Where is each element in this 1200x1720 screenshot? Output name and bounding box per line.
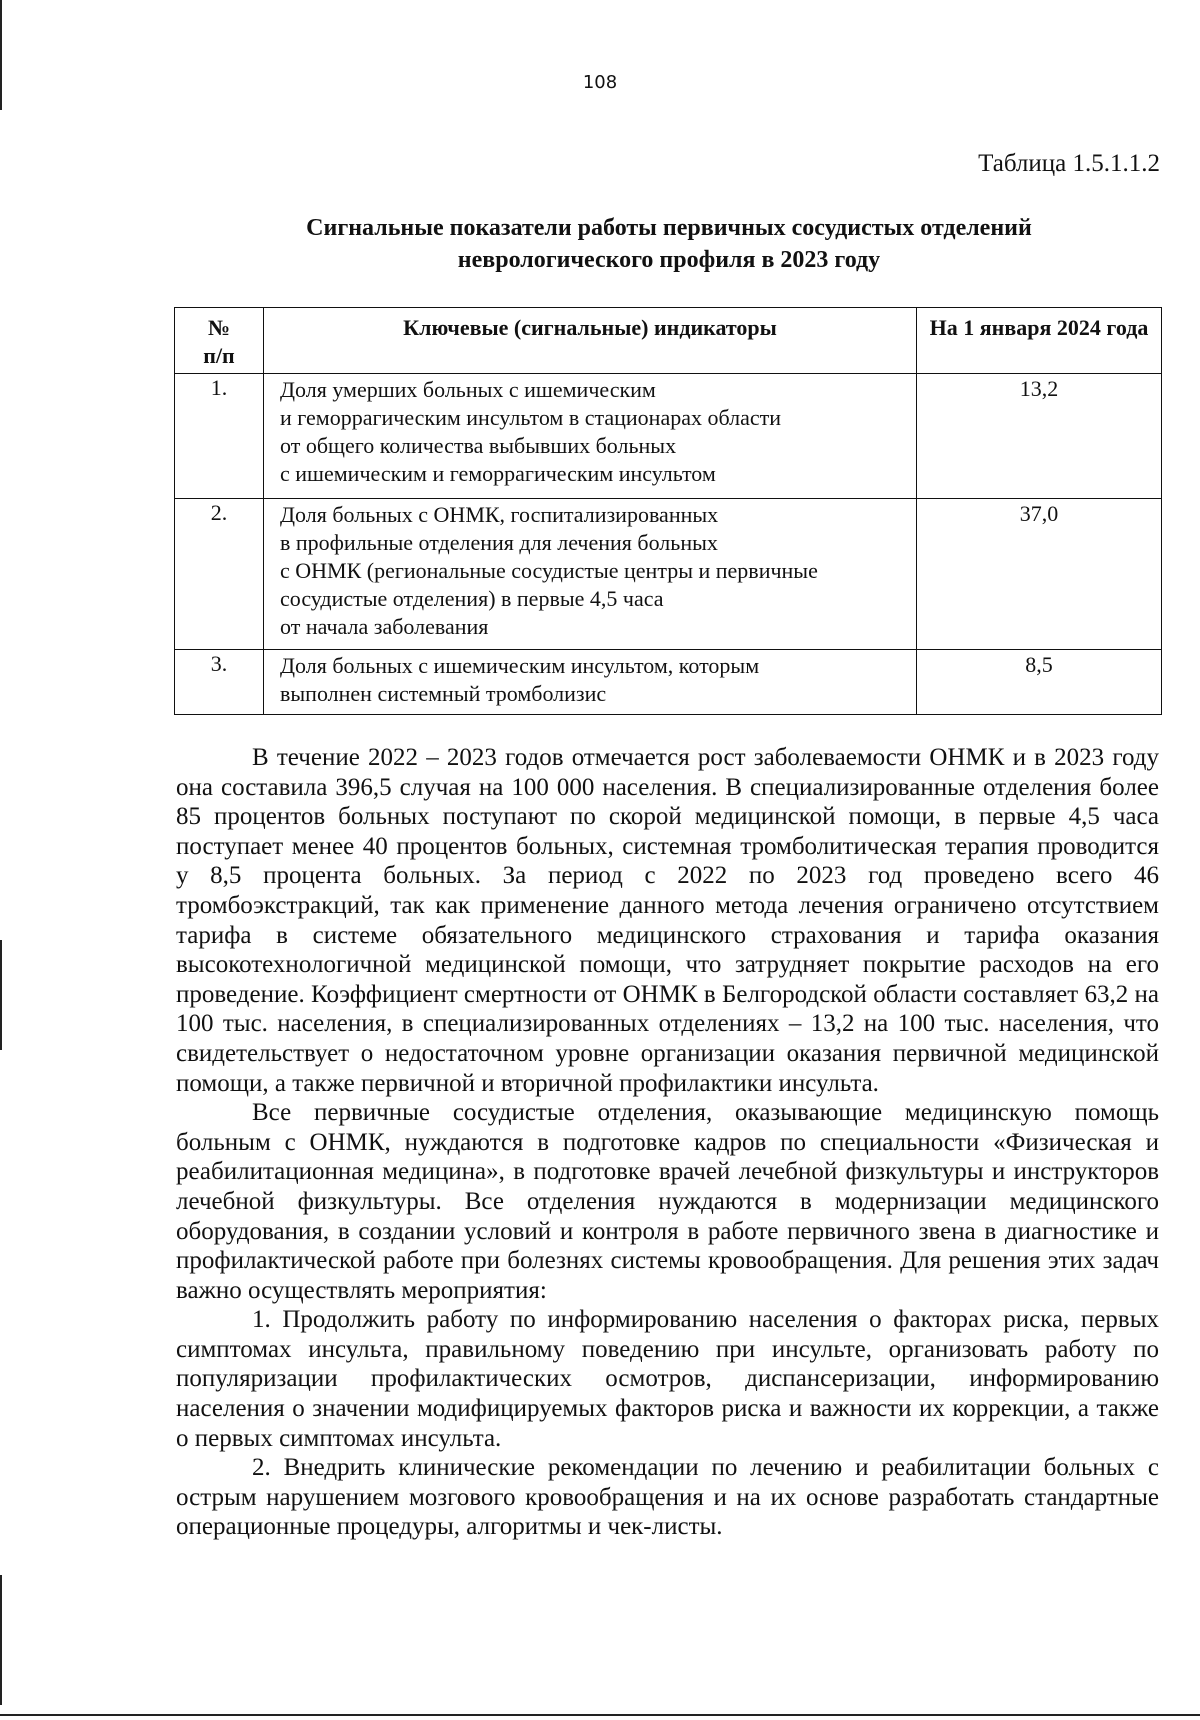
indicator-line: и геморрагическим инсультом в стационарах области [280, 405, 782, 430]
scan-edge-mid-left [0, 940, 2, 1050]
row-indicator [264, 499, 917, 650]
indicator-line: сосудистые отделения) в первые 4,5 часа [280, 586, 664, 611]
scan-edge-low-left [0, 1575, 2, 1705]
indicator-line: с ОНМК (региональные сосудистые центры и первичные [280, 558, 818, 583]
document-title [176, 212, 1162, 276]
indicator-line: Доля больных с ишемическим инсультом, которым [280, 653, 760, 678]
header-indicator: Ключевые (сигнальные) индикаторы [264, 308, 917, 374]
indicators-table [174, 307, 1162, 715]
indicator-line: Доля умерших больных с ишемическим [280, 377, 656, 402]
table-row [175, 499, 1162, 650]
row-value: 13,2 [917, 374, 1162, 499]
table-row [175, 650, 1162, 715]
table-header-row [175, 308, 1162, 374]
indicator-line: с ишемическим и геморрагическим инсультом [280, 461, 716, 486]
header-value: На 1 января 2024 года [917, 308, 1162, 374]
list-item: 1. Продолжить работу по информированию населения о факторах риска, первых симптомах инсульта, правильному поведению при инсульте, организовать работу по популяризации профилактических осмотров, диспансеризации, информированию населения о значении модифицируемых факторов риска и важности их коррекции, а также о первых симптомах инсульта. [176, 1306, 1159, 1452]
title-line: Сигнальные показатели работы первичных сосудистых отделений [306, 215, 1032, 241]
paragraph: Все первичные сосудистые отделения, оказывающие медицинскую помощь больным с ОНМК, нуждаются в подготовке кадров по специальности «Физическая и реабилитационная медицина», в подготовке врачей лечебной физкультуры и инструкторов лечебной физкультуры. Все отделения нуждаются в модернизации медицинского оборудования, в создании условий и контроля в работе первичного звена в диагностике и профилактической работе при болезнях системы кровообращения. Для решения этих задач важно осуществлять мероприятия: [176, 1099, 1159, 1304]
table-row [175, 374, 1162, 499]
indicator-line: в профильные отделения для лечения больных [280, 530, 718, 555]
row-number: 2. [175, 499, 264, 650]
row-indicator [264, 374, 917, 499]
list-item: 2. Внедрить клинические рекомендации по лечению и реабилитации больных с острым нарушением мозгового кровообращения и на их основе разработать стандартные операционные процедуры, алгоритмы и чек-листы. [176, 1454, 1159, 1541]
scan-edge-top-left [0, 0, 2, 110]
title-line: неврологического профиля в 2023 году [457, 247, 881, 273]
indicator-line: Доля больных с ОНМК, госпитализированных [280, 502, 719, 527]
row-value: 8,5 [917, 650, 1162, 715]
row-indicator [264, 650, 917, 715]
page-number: 108 [582, 72, 618, 93]
indicator-line: выполнен системный тромболизис [280, 681, 607, 706]
table-caption: Таблица 1.5.1.1.2 [978, 150, 1160, 177]
indicator-line: от общего количества выбывших больных [280, 433, 677, 458]
row-number: 3. [175, 650, 264, 715]
scan-edge-bottom [0, 1714, 1200, 1716]
row-number: 1. [175, 374, 264, 499]
paragraph: В течение 2022 – 2023 годов отмечается рост заболеваемости ОНМК и в 2023 году она составила 396,5 случая на 100 000 населения. В специализированные отделения более 85 процентов больных поступают по скорой медицинской помощи, в первые 4,5 часа поступает менее 40 процентов больных, системная тромболитическая терапия проводится у 8,5 процента больных. За период с 2022 по 2023 год проведено всего 46 тромбоэкстракций, так как применение данного метода лечения ограничено отсутствием тарифа в системе обязательного медицинского страхования и тарифа оказания высокотехнологичной медицинской помощи, что затрудняет покрытие расходов на его проведение. Коэффициент смертности от ОНМК в Белгородской области составляет 63,2 на 100 тыс. населения, в специализированных отделениях – 13,2 на 100 тыс. населения, что свидетельствует о недостаточном уровне организации оказания первичной медицинской помощи, а также первичной и вторичной профилактики инсульта. [176, 744, 1159, 1097]
body-text [176, 743, 1159, 1542]
row-value: 37,0 [917, 499, 1162, 650]
indicator-line: от начала заболевания [280, 614, 489, 639]
header-number: № п/п [175, 308, 264, 374]
